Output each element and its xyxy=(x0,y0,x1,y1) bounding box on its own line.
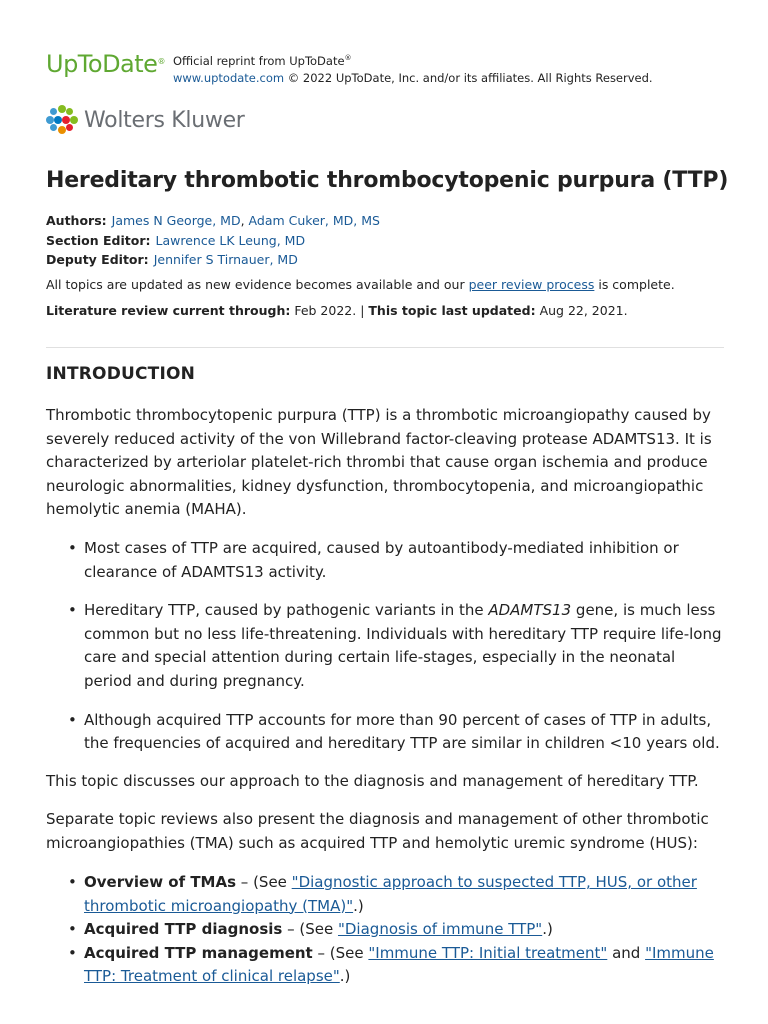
list-item xyxy=(46,942,726,989)
related-topic-link[interactable]: "Diagnostic approach to suspected TTP, HUS, or other thrombotic microangiopathy (TMA)" xyxy=(84,873,697,915)
lit-review-separator: | xyxy=(356,303,369,318)
update-note xyxy=(46,277,675,292)
last-updated-label: This topic last updated: xyxy=(368,303,536,318)
topic-scope-paragraph: This topic discusses our approach to the diagnosis and management of hereditary TTP. xyxy=(46,772,699,790)
deputy-editor-row xyxy=(46,250,380,270)
related-topics-list xyxy=(46,871,726,989)
section-editor-label: Section Editor: xyxy=(46,232,151,248)
related-topic-label: Overview of TMAs xyxy=(84,873,237,891)
literature-review-line xyxy=(46,303,628,318)
intro-bullet-list xyxy=(46,537,726,771)
list-item xyxy=(46,918,726,942)
related-topic-joiner: and xyxy=(607,943,646,962)
author-link[interactable]: James N George, MD xyxy=(111,213,241,228)
last-updated-date: Aug 22, 2021. xyxy=(539,303,628,318)
lit-review-label: Literature review current through: xyxy=(46,303,291,318)
uptodate-site-link[interactable]: www.uptodate.com xyxy=(173,70,285,85)
authors-row xyxy=(46,211,380,231)
related-topic-link[interactable]: "Diagnosis of immune TTP" xyxy=(337,920,543,939)
author-link[interactable]: Adam Cuker, MD, MS xyxy=(248,213,380,228)
list-item: • Although acquired TTP accounts for more than 90 percent of cases of TTP in adults, the frequencies of acquired and hereditary TTP are similar in children <10 years old. xyxy=(46,709,726,756)
list-item xyxy=(46,871,726,918)
reprint-header xyxy=(46,48,726,88)
page-title: Hereditary thrombotic thrombocytopenic purpura (TTP) xyxy=(46,168,729,193)
related-topics-paragraph: Separate topic reviews also present the diagnosis and management of other thrombotic microangiopathies (TMA) such as acquired TTP and hemolytic uremic syndrome (HUS): xyxy=(46,810,709,852)
authors-label: Authors: xyxy=(46,213,107,228)
update-note-text-end: is complete. xyxy=(594,277,675,292)
list-item xyxy=(46,599,726,693)
related-topic-label: Acquired TTP diagnosis xyxy=(84,920,283,939)
related-topic-label: Acquired TTP management xyxy=(84,943,313,962)
uptodate-logo: UpToDate® xyxy=(46,50,165,78)
topic-meta xyxy=(46,211,380,270)
reprint-info: Official reprint from UpToDate® www.uptodate.com © 2022 UpToDate, Inc. and/or its affiliates. All Rights Reserved. xyxy=(173,53,653,85)
related-topic-post: .) xyxy=(353,896,364,915)
related-topic-pre: – (See xyxy=(236,873,292,891)
wolters-kluwer-mark-icon xyxy=(46,105,78,135)
update-note-text: All topics are updated as new evidence becomes available and our xyxy=(46,277,469,292)
wolters-kluwer-logo xyxy=(46,104,245,136)
related-topic-pre: – (See xyxy=(282,920,338,939)
wolters-kluwer-wordmark: Wolters Kluwer xyxy=(84,107,245,133)
intro-paragraph: Thrombotic thrombocytopenic purpura (TTP) is a thrombotic microangiopathy caused by severely reduced activity of the von Willebrand factor-cleaving protease ADAMTS13. It is characterized by arteriolar platelet-rich thrombi that cause organ ischemia and produce neurologic abnormalities, kidney dysfunction, thrombocytopenia, and microangiopathic hemolytic anemia (MAHA). xyxy=(46,406,712,519)
related-topic-post: .) xyxy=(542,920,553,939)
introduction-heading: INTRODUCTION xyxy=(46,364,196,384)
deputy-editor-label: Deputy Editor: xyxy=(46,252,149,267)
section-editor-link[interactable]: Lawrence LK Leung, MD xyxy=(155,232,306,248)
bullet-text: Hereditary TTP, caused by pathogenic variants in the xyxy=(84,601,489,620)
copyright-text: © 2022 UpToDate, Inc. and/or its affiliates. All Rights Reserved. xyxy=(287,70,653,85)
related-topic-post: .) xyxy=(339,967,351,986)
section-editor-row xyxy=(46,231,380,251)
gene-name: ADAMTS13 xyxy=(488,601,572,620)
uptodate-logo-text: UpToDate xyxy=(46,50,158,78)
lit-review-date: Feb 2022. xyxy=(294,303,357,318)
deputy-editor-link[interactable]: Jennifer S Tirnauer, MD xyxy=(153,252,298,267)
author-separator: , xyxy=(240,213,249,228)
related-topic-link[interactable]: "Immune TTP: Treatment of clinical relapse" xyxy=(84,943,714,986)
section-divider xyxy=(46,347,724,348)
peer-review-link[interactable]: peer review process xyxy=(468,277,595,292)
bullet-text-end: gene, is much less common but no less life-threatening. Individuals with hereditary TTP require life-long care and special attention during certain life-stages, especially in the neonatal period and during pregnancy. xyxy=(84,601,722,690)
list-item: • Most cases of TTP are acquired, caused by autoantibody-mediated inhibition or clearance of ADAMTS13 activity. xyxy=(46,537,726,584)
reprint-line: Official reprint from UpToDate xyxy=(173,53,345,68)
related-topic-pre: – (See xyxy=(312,943,369,962)
related-topic-link[interactable]: "Immune TTP: Initial treatment" xyxy=(368,943,608,962)
